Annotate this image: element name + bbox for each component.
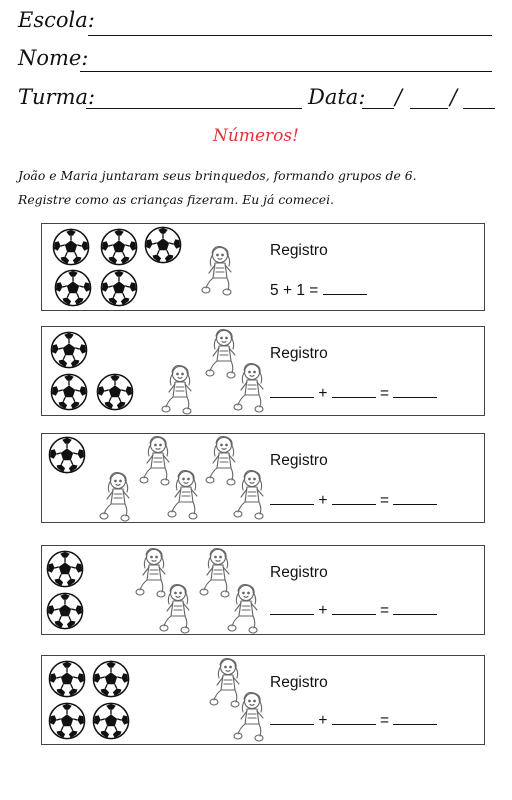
equals-sign: =: [380, 492, 390, 509]
soccer-ball-icon: [46, 550, 84, 592]
soccer-ball-icon: [54, 269, 92, 311]
doll-icon: [166, 468, 202, 526]
example-right: 1: [296, 282, 305, 299]
addend-blank-2[interactable]: [332, 385, 376, 398]
group-box-3: [41, 433, 485, 523]
soccer-ball-icon: [96, 373, 134, 415]
group-box-2: [41, 326, 485, 416]
registro-label: Registro: [270, 242, 328, 259]
doll-icon: [98, 470, 134, 528]
soccer-ball-icon: [50, 331, 88, 373]
date-day-field[interactable]: [362, 108, 394, 109]
addend-blank-1[interactable]: [270, 492, 314, 505]
soccer-ball-icon: [100, 269, 138, 311]
doll-icon: [232, 468, 268, 526]
registro-label: Registro: [270, 452, 328, 469]
instruction-line-1: João e Maria juntaram seus brinquedos, formando grupos de 6.: [18, 168, 417, 183]
soccer-ball-icon: [48, 660, 86, 702]
plus-sign: +: [318, 385, 328, 402]
plus-sign: +: [318, 602, 328, 619]
soccer-ball-icon: [100, 228, 138, 270]
turma-label: Turma:: [18, 85, 96, 109]
blank-equation: [270, 712, 437, 730]
instruction-line-2: Registre como as crianças fizeram. Eu já comecei.: [18, 192, 334, 207]
date-separator-2: /: [450, 85, 458, 109]
addend-blank-1[interactable]: [270, 602, 314, 615]
date-year-field[interactable]: [463, 108, 495, 109]
answer-blank[interactable]: [323, 282, 367, 295]
group-box-1: [41, 223, 485, 311]
registro-label: Registro: [270, 674, 328, 691]
data-label: Data:: [308, 85, 366, 109]
doll-icon: [158, 582, 194, 640]
date-month-field[interactable]: [410, 108, 448, 109]
blank-equation: [270, 492, 437, 510]
example-equals: =: [309, 282, 319, 299]
doll-icon: [232, 361, 268, 419]
example-left: 5: [270, 282, 279, 299]
doll-icon: [200, 244, 236, 302]
sum-blank[interactable]: [393, 602, 437, 615]
doll-icon: [160, 363, 196, 421]
blank-equation: [270, 385, 437, 403]
equals-sign: =: [380, 712, 390, 729]
date-separator-1: /: [395, 85, 403, 109]
escola-label: Escola:: [18, 8, 95, 32]
soccer-ball-icon: [46, 592, 84, 634]
addend-blank-1[interactable]: [270, 385, 314, 398]
registro-label: Registro: [270, 564, 328, 581]
soccer-ball-icon: [48, 436, 86, 478]
plus-sign: +: [318, 492, 328, 509]
nome-field[interactable]: [80, 71, 492, 72]
registro-label: Registro: [270, 345, 328, 362]
addend-blank-2[interactable]: [332, 602, 376, 615]
soccer-ball-icon: [50, 373, 88, 415]
group-box-4: [41, 545, 485, 635]
equals-sign: =: [380, 385, 390, 402]
sum-blank[interactable]: [393, 712, 437, 725]
plus-sign: +: [318, 712, 328, 729]
addend-blank-2[interactable]: [332, 712, 376, 725]
group-box-5: [41, 655, 485, 745]
sum-blank[interactable]: [393, 385, 437, 398]
escola-field[interactable]: [88, 35, 492, 36]
sum-blank[interactable]: [393, 492, 437, 505]
example-equation: [270, 282, 367, 300]
soccer-ball-icon: [52, 228, 90, 270]
addend-blank-2[interactable]: [332, 492, 376, 505]
turma-field[interactable]: [86, 108, 302, 109]
soccer-ball-icon: [48, 702, 86, 744]
soccer-ball-icon: [92, 660, 130, 702]
example-plus: +: [282, 282, 292, 299]
doll-icon: [232, 690, 268, 748]
blank-equation: [270, 602, 437, 620]
doll-icon: [226, 582, 262, 640]
nome-label: Nome:: [18, 46, 89, 70]
page-title: Números!: [213, 126, 299, 146]
addend-blank-1[interactable]: [270, 712, 314, 725]
soccer-ball-icon: [144, 226, 182, 268]
equals-sign: =: [380, 602, 390, 619]
soccer-ball-icon: [92, 702, 130, 744]
